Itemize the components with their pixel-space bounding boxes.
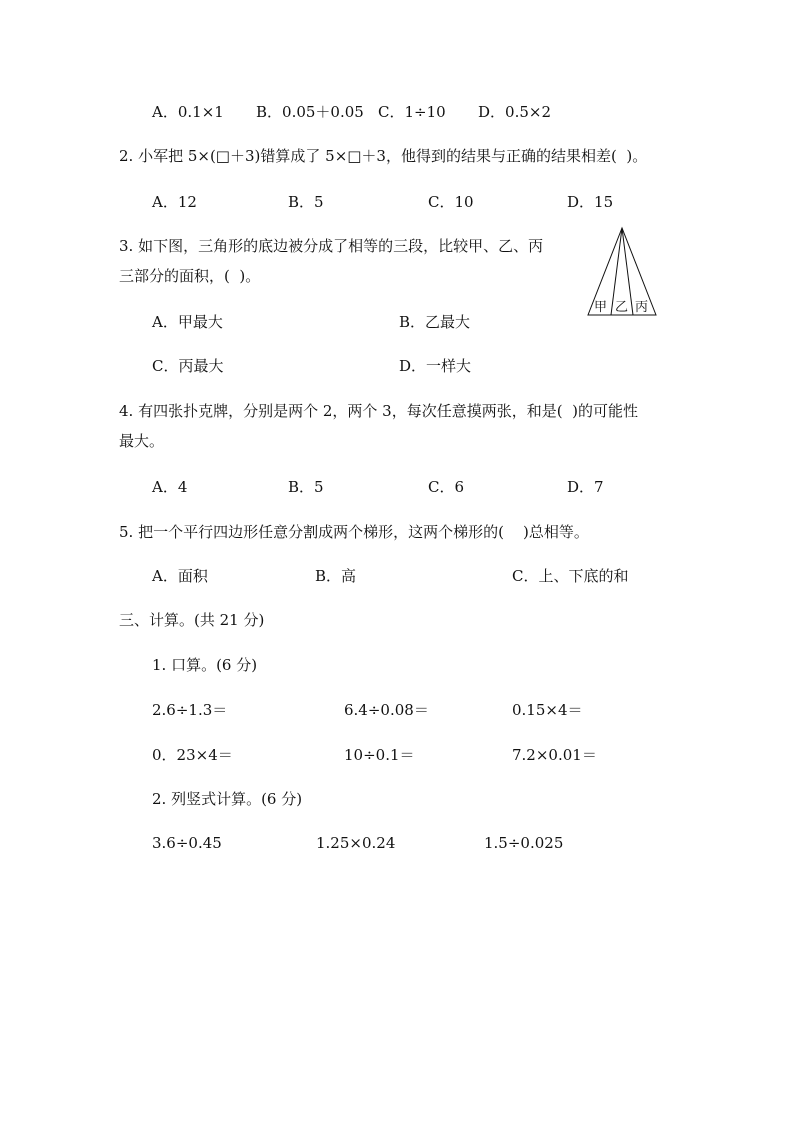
q2-option-d: D．15 (567, 193, 614, 211)
q4-stem-line2: 最大。 (119, 432, 165, 450)
oral-calc-item: 10÷0.1＝ (344, 746, 415, 764)
q1-option-d: D．0.5×2 (478, 103, 551, 121)
q2-stem: 2. 小军把 5×(□＋3)错算成了 5×□＋3，他得到的结果与正确的结果相差( )。 (119, 147, 648, 165)
q1-option-c: C．1÷10 (378, 103, 446, 121)
oral-calc-item: 6.4÷0.08＝ (344, 701, 429, 719)
q4-option-b: B．5 (288, 478, 324, 496)
q1-option-a: A．0.1×1 (152, 103, 224, 121)
q4-option-d: D．7 (567, 478, 604, 496)
q5-option-c: C．上、下底的和 (512, 567, 629, 585)
oral-calc-item: 0.15×4＝ (512, 701, 583, 719)
q2-option-c: C．10 (428, 193, 474, 211)
q5-option-b: B．高 (315, 567, 357, 585)
oral-calc-item: 7.2×0.01＝ (512, 746, 597, 764)
oral-calc-title: 1. 口算。(6 分) (152, 656, 258, 674)
figure-label-bing: 丙 (635, 300, 649, 315)
q5-option-a: A．面积 (152, 567, 208, 585)
q4-stem-line1: 4. 有四张扑克牌，分别是两个 2，两个 3，每次任意摸两张，和是( )的可能性 (119, 402, 638, 420)
oral-calc-item: 2.6÷1.3＝ (152, 701, 228, 719)
q3-option-b: B．乙最大 (399, 313, 471, 331)
q3-triangle-figure (586, 226, 660, 320)
vertical-calc-title: 2. 列竖式计算。(6 分) (152, 790, 303, 808)
oral-calc-item: 0．23×4＝ (152, 746, 233, 764)
q4-option-a: A．4 (152, 478, 188, 496)
section3-title: 三、计算。(共 21 分) (119, 611, 265, 629)
q3-option-a: A．甲最大 (152, 313, 223, 331)
q3-option-c: C．丙最大 (152, 357, 224, 375)
q3-stem-line1: 3. 如下图，三角形的底边被分成了相等的三段，比较甲、乙、丙 (119, 237, 544, 255)
vertical-calc-item: 1.25×0.24 (316, 834, 396, 852)
q5-stem: 5. 把一个平行四边形任意分割成两个梯形，这两个梯形的( )总相等。 (119, 523, 589, 541)
q3-option-d: D．一样大 (399, 357, 472, 375)
q1-option-b: B．0.05＋0.05 (256, 103, 364, 121)
q2-option-a: A．12 (152, 193, 197, 211)
vertical-calc-item: 3.6÷0.45 (152, 834, 222, 852)
vertical-calc-item: 1.5÷0.025 (484, 834, 564, 852)
figure-label-yi: 乙 (615, 300, 629, 315)
q3-stem-line2: 三部分的面积，( )。 (119, 267, 261, 285)
q2-option-b: B．5 (288, 193, 324, 211)
figure-label-jia: 甲 (594, 300, 608, 315)
q4-option-c: C．6 (428, 478, 465, 496)
